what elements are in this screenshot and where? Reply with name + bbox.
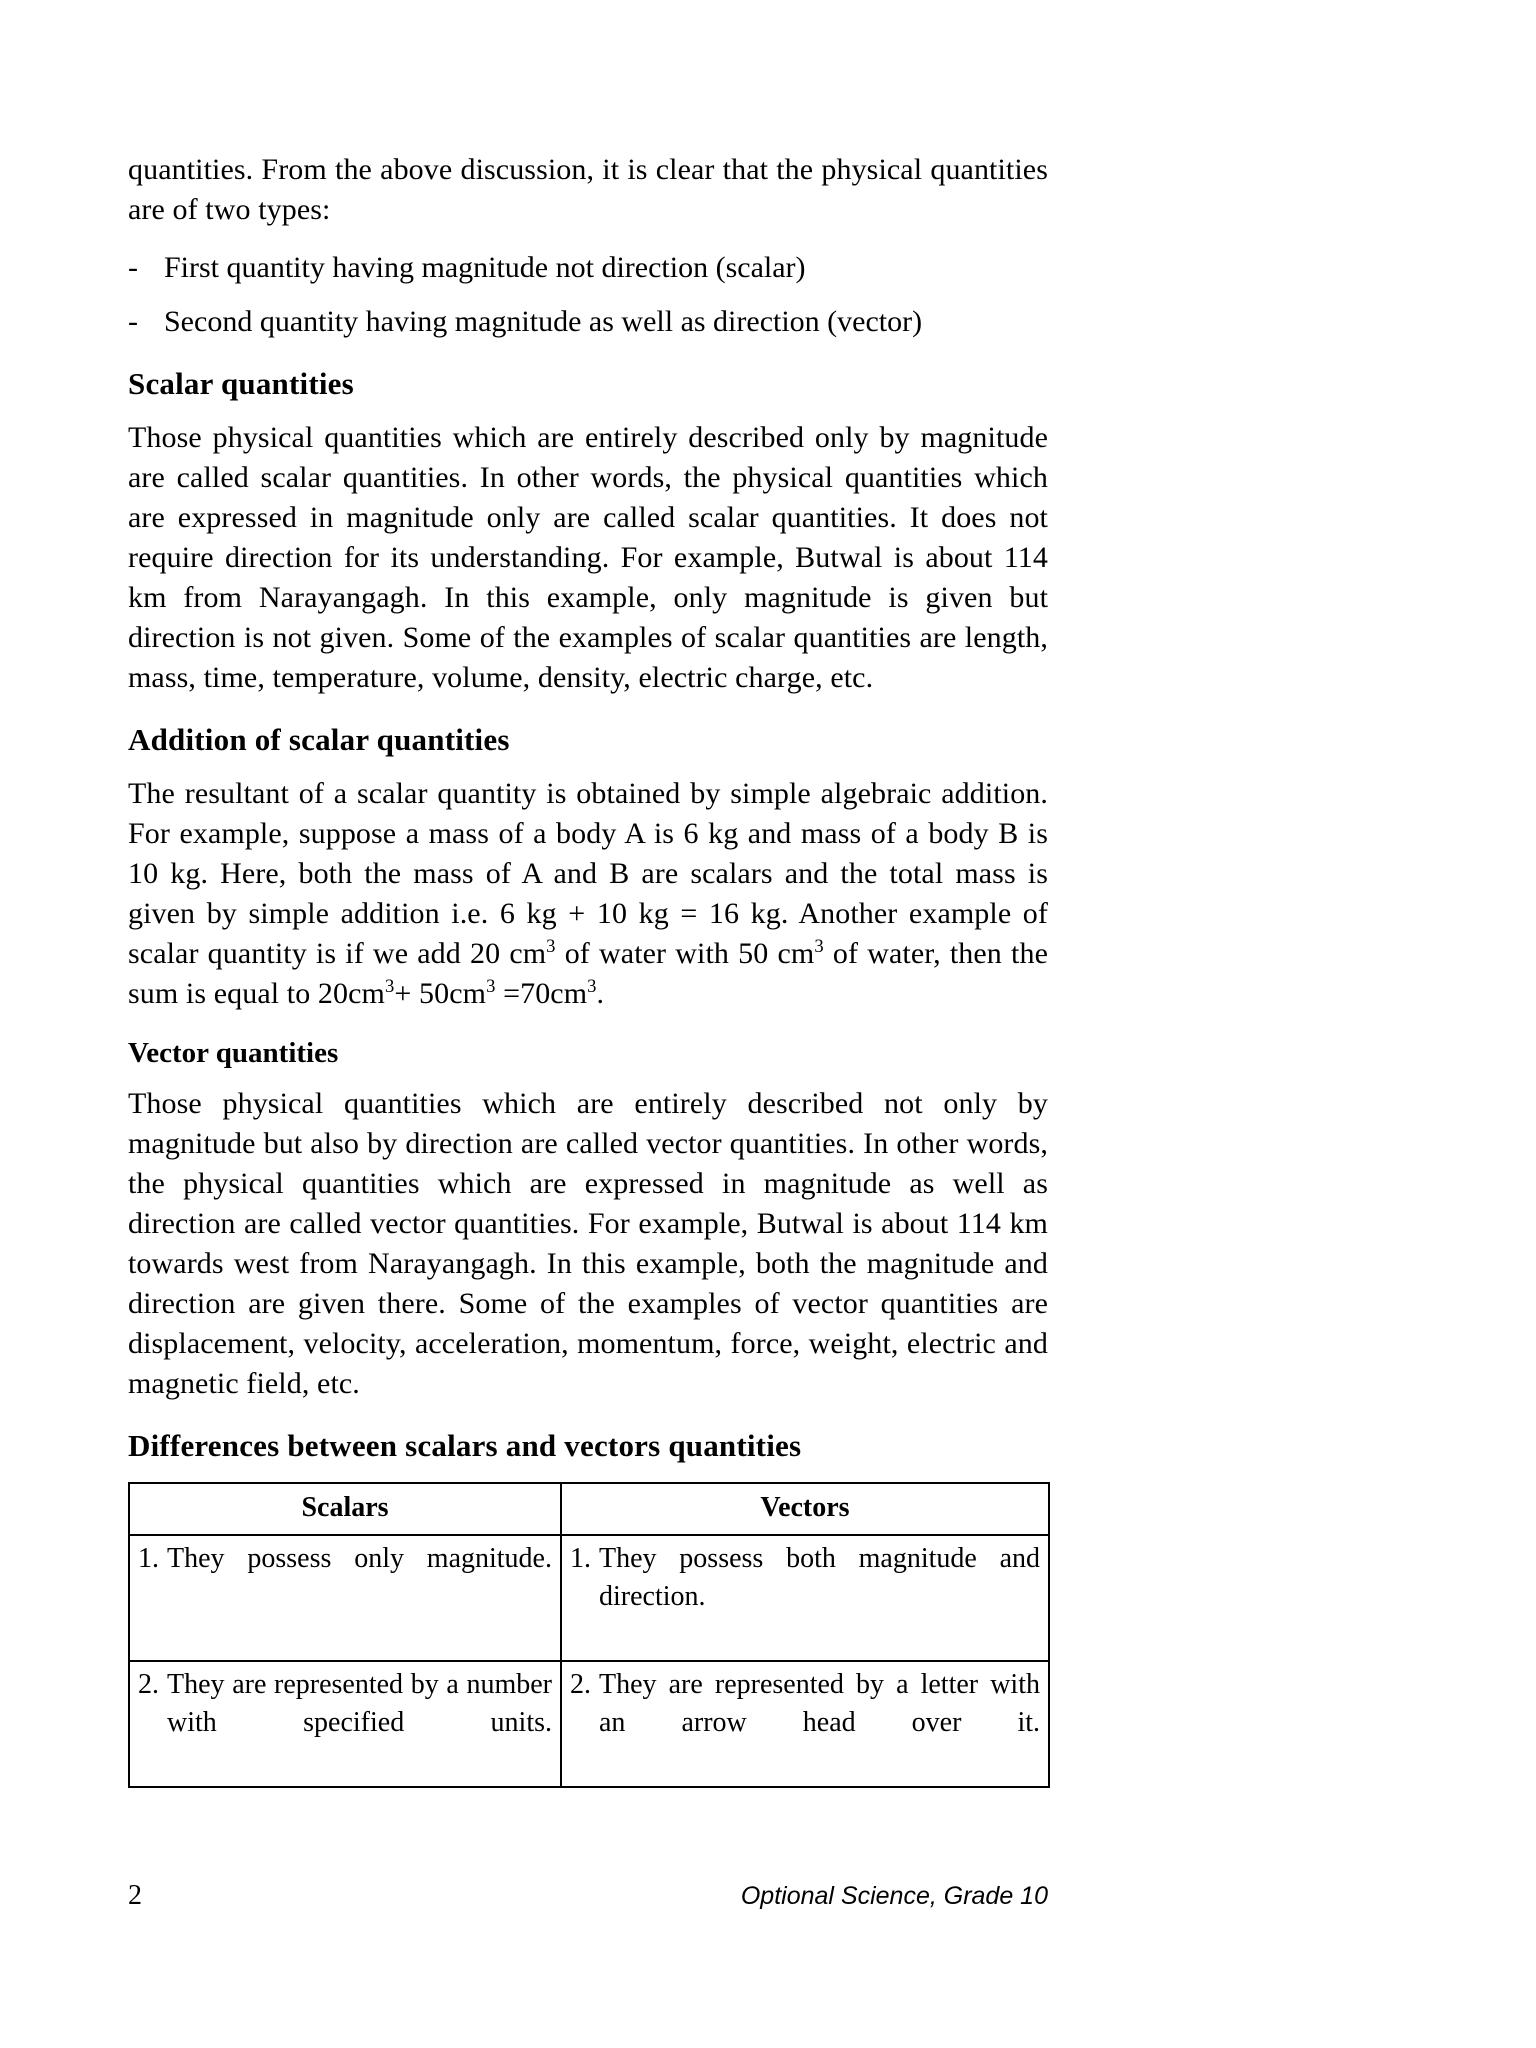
- footer-book-title: Optional Science, Grade 10: [740, 1882, 1048, 1910]
- cell-scalars-1: [129, 1535, 561, 1661]
- superscript-cubic: 3: [384, 976, 395, 997]
- superscript-cubic: 3: [546, 936, 556, 957]
- paragraph-text-part: of water with 50 cm: [555, 937, 815, 970]
- page-number: 2: [128, 1880, 142, 1911]
- list-item: [128, 248, 1048, 288]
- section-heading-scalar-quantities: Scalar quantities: [128, 366, 354, 401]
- section-paragraph-addition-of-scalar-quantities: [128, 774, 1048, 1014]
- section-heading-vector-quantities: Vector quantities: [128, 1037, 339, 1069]
- list-number: 2.: [570, 1669, 591, 1700]
- dash-bullet-icon: -: [128, 251, 138, 284]
- paragraph-text-part: =70cm: [495, 977, 588, 1010]
- superscript-cubic: 3: [486, 976, 496, 997]
- cell-text: They possess both magnitude and direction.: [599, 1543, 1040, 1612]
- table-row: [129, 1661, 1049, 1787]
- scalars-vectors-comparison-table: [128, 1482, 1050, 1788]
- cell-text: They possess only magnitude.: [167, 1543, 552, 1574]
- list-number: 1.: [570, 1543, 591, 1574]
- cell-vectors-1: [561, 1535, 1049, 1661]
- column-header-scalars: Scalars: [129, 1483, 561, 1535]
- cell-scalars-2: [129, 1661, 561, 1787]
- page-footer: [128, 1880, 1048, 1912]
- table-row: [129, 1535, 1049, 1661]
- section-heading-differences: Differences between scalars and vectors quantities: [128, 1428, 802, 1463]
- column-header-vectors: Vectors: [561, 1483, 1049, 1535]
- section-paragraph-vector-quantities: Those physical quantities which are entirely described not only by magnitude but also by direction are called vector quantities. In other words, the physical quantities which are expressed in magnitude as well as direction are called vector quantities. For example, Butwal is about 114 km towards west from Narayangagh. In this example, both the magnitude and direction are given there. Some of the examples of vector quantities are displacement, velocity, acceleration, momentum, force, weight, electric and magnetic field, etc.: [128, 1087, 1048, 1400]
- list-item-label: Second quantity having magnitude as well as direction (vector): [164, 305, 923, 338]
- cell-text: They are represented by a letter with an arrow head over it.: [599, 1669, 1040, 1738]
- cell-vectors-2: [561, 1661, 1049, 1787]
- page-content: [128, 150, 1048, 1788]
- superscript-cubic: 3: [587, 976, 597, 997]
- cell-text: They are represented by a number with specified units.: [167, 1669, 552, 1738]
- paragraph-text-part: .: [596, 977, 605, 1010]
- paragraph-text-part: + 50cm: [394, 977, 487, 1010]
- list-number: 2.: [138, 1669, 159, 1700]
- section-heading-addition-of-scalar-quantities: Addition of scalar quantities: [128, 722, 510, 757]
- paragraph-text-part: of water, then the sum is equal to 20cm: [128, 937, 1048, 1010]
- table-header-row: [129, 1483, 1049, 1535]
- list-number: 1.: [138, 1543, 159, 1574]
- dash-bullet-icon: -: [128, 305, 138, 338]
- list-item-label: First quantity having magnitude not direction (scalar): [164, 251, 806, 284]
- superscript-cubic: 3: [814, 936, 824, 957]
- list-item: [128, 302, 1048, 342]
- paragraph-text-part: The resultant of a scalar quantity is obtained by simple algebraic addition. For example, suppose a mass of a body A is 6 kg and mass of a body B is 10 kg. Here, both the mass of A and B are scalars and the total mass is given by simple addition i.e. 6 kg + 10 kg = 16 kg. Another example of scalar quantity is if we add 20 cm: [128, 777, 1048, 970]
- section-paragraph-scalar-quantities: Those physical quantities which are entirely described only by magnitude are called scalar quantities. In other words, the physical quantities which are expressed in magnitude only are called scalar quantities. It does not require direction for its understanding. For example, Butwal is about 114 km from Narayangagh. In this example, only magnitude is given but direction is not given. Some of the examples of scalar quantities are length, mass, time, temperature, volume, density, electric charge, etc.: [128, 421, 1048, 694]
- lead-paragraph: quantities. From the above discussion, it is clear that the physical quantities are of two types:: [128, 153, 1048, 226]
